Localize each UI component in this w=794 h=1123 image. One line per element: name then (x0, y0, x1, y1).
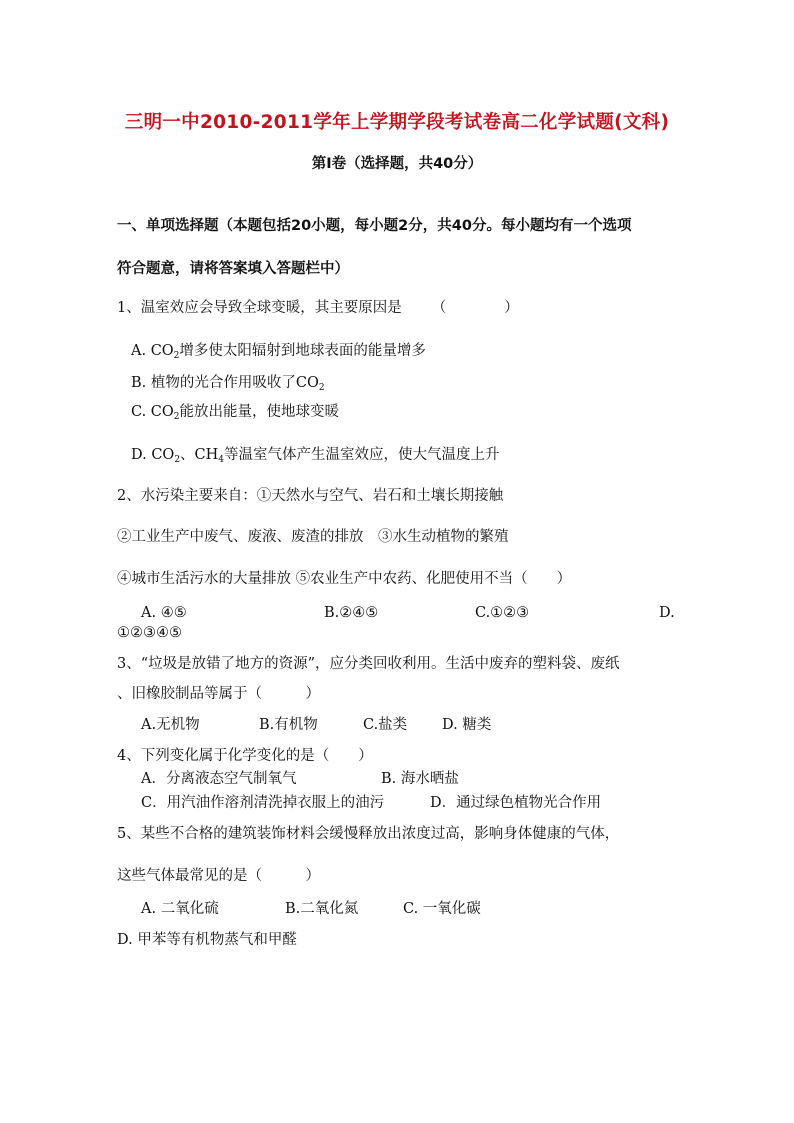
question-3-stem-line2: 、旧橡胶制品等属于（ ） (117, 686, 320, 702)
question-4-option-b: B. 海水晒盐 (381, 771, 459, 787)
answer-paren-close: ） (504, 300, 519, 316)
option-text: 能放出能量，使地球变暖 (179, 404, 340, 420)
question-5-option-b: B.二氧化氮 (285, 901, 359, 917)
subscript: 2 (173, 351, 180, 361)
question-1-stem (117, 299, 519, 317)
option-text: B. 植物的光合作用吸收了CO (131, 375, 319, 391)
question-4-option-c: C．用汽油作溶剂清洗掉衣服上的油污 (141, 795, 385, 811)
question-5-option-c: C. 一氧化碳 (403, 901, 481, 917)
section-heading-line2: 符合题意，请将答案填入答题栏中） (117, 261, 349, 277)
question-3-option-c: C.盐类 (363, 717, 408, 733)
part-subtitle: 第Ⅰ卷（选择题，共40分） (311, 156, 483, 172)
question-5-option-a: A. 二氧化硫 (141, 901, 219, 917)
question-5-option-d: D. 甲苯等有机物蒸气和甲醛 (117, 932, 297, 948)
question-4-option-a: A．分离液态空气制氧气 (141, 771, 297, 787)
subscript: 2 (174, 455, 181, 465)
question-5-stem-line2: 这些气体最常见的是（ ） (117, 868, 320, 884)
option-text: A. CO (131, 343, 174, 359)
question-3-option-b: B.有机物 (259, 717, 318, 733)
question-2-option-a: A. ④⑤ (141, 605, 187, 621)
option-text: C. CO (131, 404, 174, 420)
section-heading-line1: 一、单项选择题（本题包括20小题，每小题2分，共40分。每小题均有一个选项 (117, 218, 632, 234)
option-text: D. CO (131, 447, 175, 463)
question-4-option-d: D．通过绿色植物光合作用 (430, 795, 602, 811)
question-2-line3: ④城市生活污水的大量排放 ⑤农业生产中农药、化肥使用不当（ ） (117, 571, 572, 587)
subscript: 2 (173, 412, 180, 422)
subscript: 4 (218, 455, 225, 465)
question-2-stem: 2、水污染主要来自：①天然水与空气、岩石和土壤长期接触 (117, 488, 504, 504)
question-1-text: 1、温室效应会导致全球变暖，其主要原因是 (117, 300, 402, 316)
question-1-option-b (131, 374, 325, 392)
question-1-option-a (131, 342, 426, 360)
question-4-stem: 4、下列变化属于化学变化的是（ ） (117, 748, 373, 764)
option-text: 增多使太阳辐射到地球表面的能量增多 (179, 343, 426, 359)
question-2-option-b: B.②④⑤ (324, 605, 379, 621)
question-3-option-a: A.无机物 (141, 717, 200, 733)
question-2-option-d-value: ①②③④⑤ (117, 625, 182, 641)
option-text: 、CH (180, 447, 219, 463)
question-5-stem-line1: 5、某些不合格的建筑装饰材料会缓慢释放出浓度过高，影响身体健康的气体， (117, 826, 620, 842)
answer-paren-open: （ (431, 300, 447, 316)
question-1-option-d (131, 446, 500, 464)
question-3-stem-line1: 3、“垃圾是放错了地方的资源”，应分类回收利用。生活中废弃的塑料袋、废纸 (117, 656, 620, 672)
exam-title: 三明一中2010-2011学年上学期学段考试卷高二化学试题(文科) (124, 112, 670, 133)
question-2-option-c: C.①②③ (475, 605, 530, 621)
question-3-option-d: D. 糖类 (442, 717, 492, 733)
question-2-line2: ②工业生产中废气、废液、废渣的排放 ③水生动植物的繁殖 (117, 529, 509, 545)
question-1-option-c (131, 403, 339, 421)
subscript: 2 (318, 383, 325, 393)
option-text: 等温室气体产生温室效应，使大气温度上升 (224, 447, 500, 463)
question-2-option-d-label: D. (659, 605, 675, 621)
